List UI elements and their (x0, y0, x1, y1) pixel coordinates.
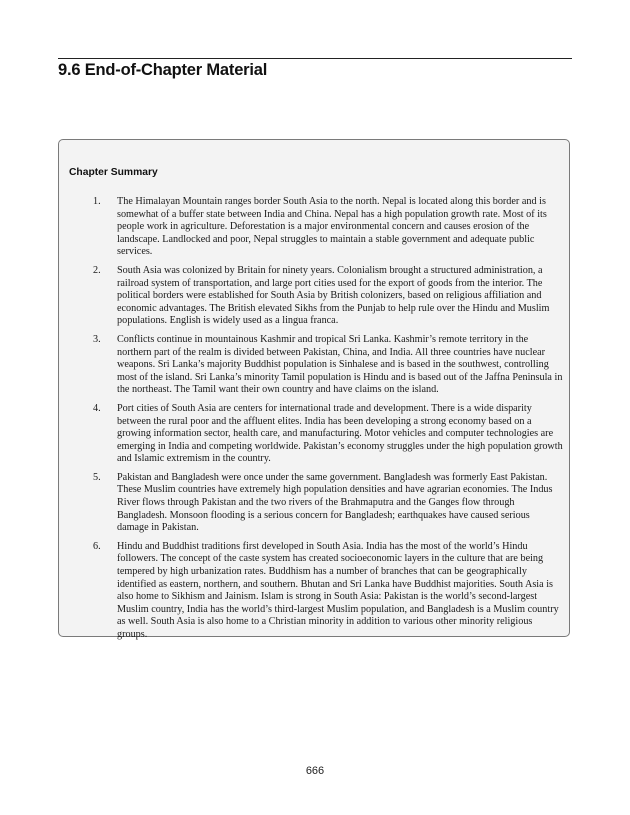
summary-item-text: South Asia was colonized by Britain for ninety years. Colonialism brought a structured administration, a railroad system of transportation, and large port cities used for the export of goods from the interior. The political borders were established for South Asia by British colonizers, based on religious affiliation and economic advantages. The British elevated Sikhs from the Punjab to help rule over the Hindu and Muslim populations. English is widely used as a lingua franca. (117, 264, 550, 327)
summary-item (93, 196, 563, 259)
summary-item-number: 6. (93, 540, 101, 552)
summary-item (93, 403, 563, 466)
summary-item-number: 3. (93, 333, 101, 345)
summary-item-number: 5. (93, 471, 101, 483)
heading-rule (58, 58, 572, 59)
chapter-summary-title: Chapter Summary (69, 167, 158, 178)
summary-item (93, 265, 563, 328)
summary-item-number: 1. (93, 196, 101, 207)
summary-item-text: The Himalayan Mountain ranges border South Asia to the north. Nepal is located along this border and is somewhat of a buffer state between India and China. Nepal has a high population growth rate. Most of its people work in agriculture. Deforestation is a major environmental concern and causes erosion of the landscape. Landlocked and poor, Nepal struggles to maintain a stable government and adequate public services. (117, 196, 547, 258)
summary-item (93, 541, 563, 642)
section-heading: 9.6 End-of-Chapter Material (58, 61, 268, 79)
chapter-summary-box (58, 139, 570, 640)
summary-item-number: 4. (93, 402, 101, 414)
summary-item-text: Hindu and Buddhist traditions first developed in South Asia. India has the most of the world’s Hindu followers. The concept of the caste system has created socioeconomic layers in the culture that are being tempered by high urbanization rates. Buddhism has a number of branches that can be geographically identified as eastern, northern, and southern. Bhutan and Sri Lanka have Buddhist majorities. South Asia is also home to Sikhism and Jainism. Islam is strong in South Asia: Pakistan is the world’s second-largest Muslim country, India has the world’s third-largest Muslim population, and Bangladesh is a Muslim country as well. South Asia is also home to a Christian minority in addition to various other minority religious groups. (117, 540, 559, 640)
summary-list (93, 196, 563, 648)
summary-item-text: Pakistan and Bangladesh were once under the same government. Bangladesh was formerly East Pakistan. These Muslim countries have extremely high population densities and have agrarian economies. The Indus River flows through Pakistan and the two rivers of the Brahmaputra and the Ganges flow through Bangladesh. Monsoon flooding is a serious concern for Bangladesh; earthquakes have caused serious damage in Pakistan. (117, 471, 553, 534)
summary-item-number: 2. (93, 264, 101, 276)
page-number: 666 (305, 765, 325, 777)
summary-item-text: Conflicts continue in mountainous Kashmir and tropical Sri Lanka. Kashmir’s remote territory in the northern part of the realm is divided between Pakistan, China, and India. All three countries have nuclear weapons. Sri Lanka’s majority Buddhist population is Sinhalese and is based in the southwest, controlling most of the island. Sri Lanka’s minority Tamil population is Hindu and is based out of the Jaffna Peninsula in the northeast. The Tamil want their own country and have claims on the island. (117, 333, 563, 396)
summary-item (93, 334, 563, 397)
summary-item (93, 472, 563, 535)
summary-item-text: Port cities of South Asia are centers for international trade and development. There is a wide disparity between the rural poor and the affluent elites. India has been developing a strong economy based on a growing information sector, health care, and manufacturing. Motor vehicles and computer technologies are emerging in India and competing worldwide. Pakistan’s economy struggles under the high population growth and Islamic extremism in the country. (117, 402, 563, 465)
